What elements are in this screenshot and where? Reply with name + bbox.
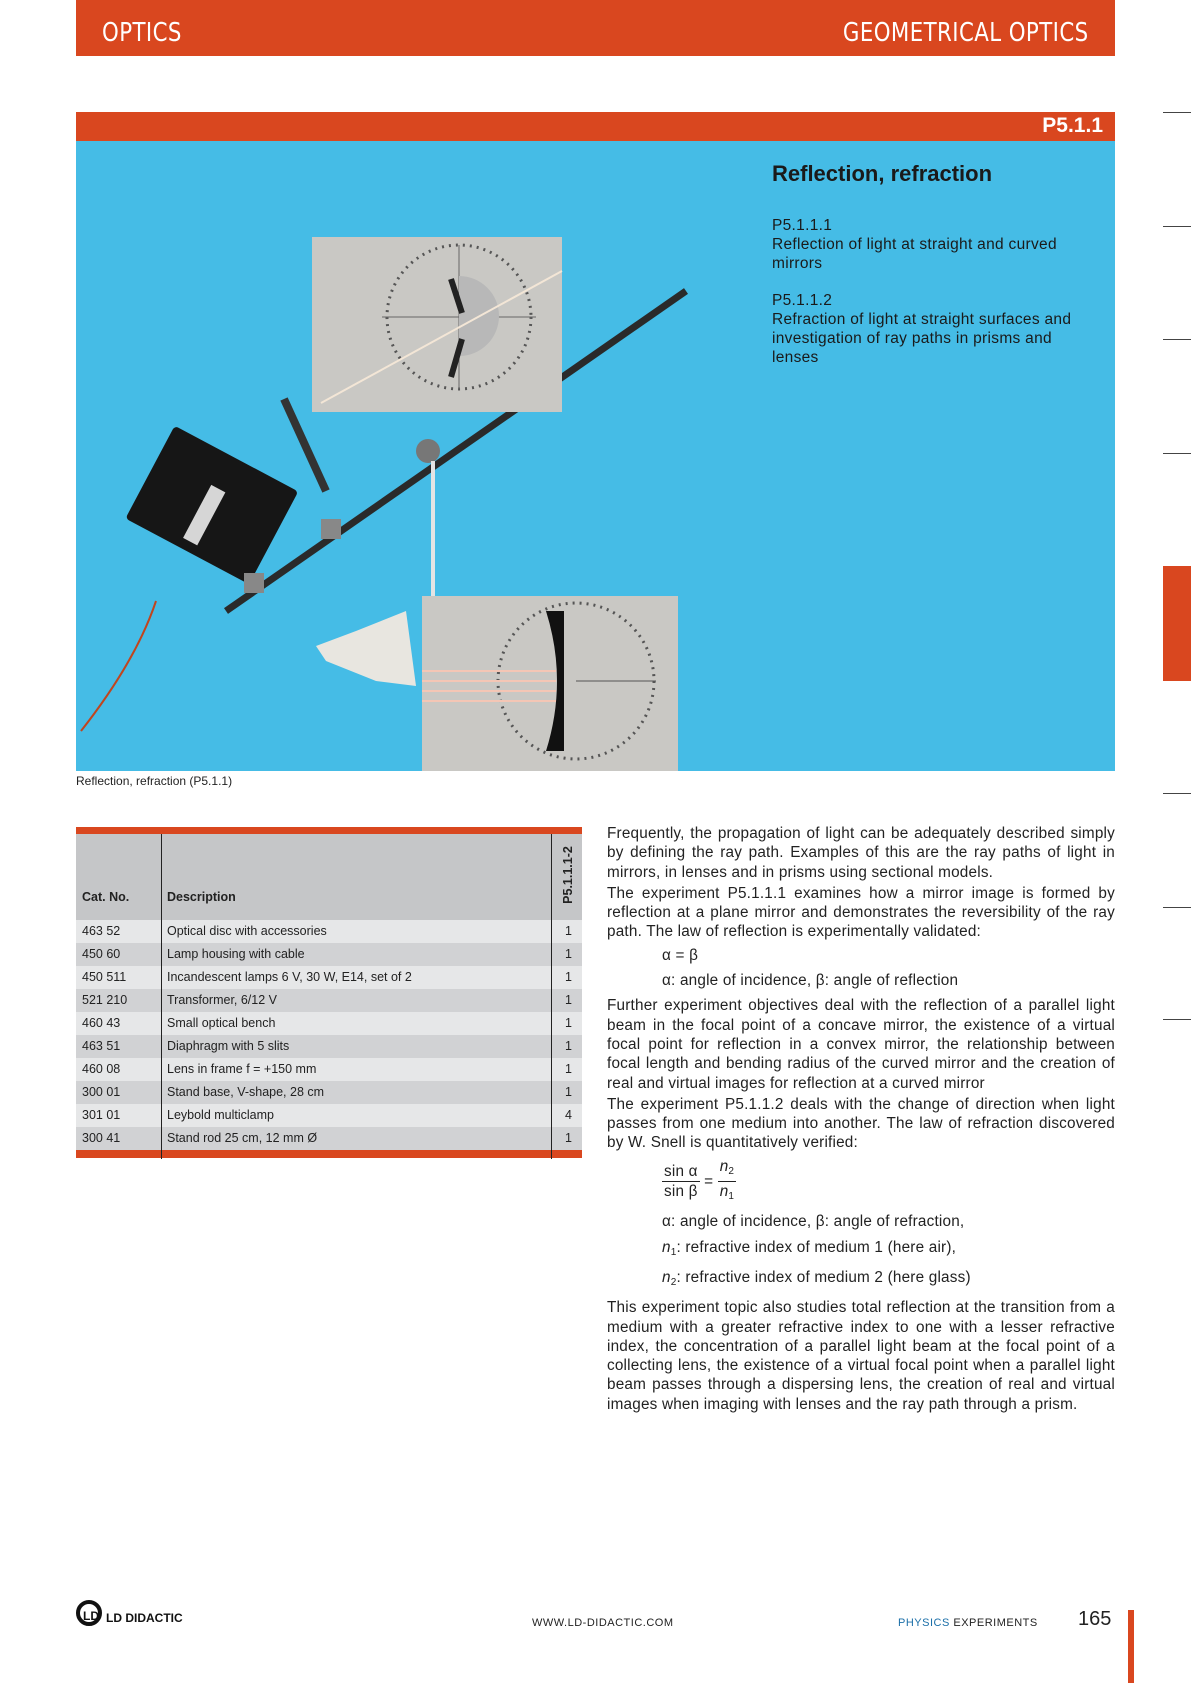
table-row <box>76 989 582 1012</box>
table-row <box>76 920 582 943</box>
experiment-description: Reflection of light at straight and curved mirrors <box>772 236 1057 272</box>
table-row <box>76 1058 582 1081</box>
thumb-index-active[interactable] <box>1163 566 1191 681</box>
multiclamp <box>244 573 264 593</box>
thumb-index-tick[interactable] <box>1163 1019 1191 1020</box>
photo-caption: Reflection, refraction (P5.1.1) <box>76 774 233 788</box>
experiment-code: P5.1.1.1 <box>772 217 833 234</box>
section-code: P5.1.1 <box>1042 114 1103 137</box>
cat-no-cell: 521 210 <box>82 993 128 1007</box>
section-code-bar <box>76 112 1115 141</box>
description-cell: Optical disc with accessories <box>167 924 327 938</box>
experiment-item <box>772 291 1092 367</box>
equation-legend: $n_2$: refractive index of medium 2 (here glass) <box>662 1268 971 1288</box>
equation-snell: $\frac{\text{sin α}}{\text{sin β}}$ = $\frac{n_2}{n_1}$ <box>607 1157 1115 1207</box>
description-cell: Lamp housing with cable <box>167 947 305 961</box>
table-row <box>76 1127 582 1150</box>
thumb-index-tick[interactable] <box>1163 112 1191 113</box>
fraction-sine: $\frac{\text{sin α}}{\text{sin β}}$ <box>664 1162 698 1201</box>
equipment-table <box>76 827 582 1158</box>
column-divider <box>551 834 552 1159</box>
description-cell: Stand base, V-shape, 28 cm <box>167 1085 325 1099</box>
thumb-index-tick[interactable] <box>1163 339 1191 340</box>
paragraph: Frequently, the propagation of light can be adequately described simply by defining the ray path. Examples of this are the ray paths of light in mirrors, in lenses and in prisms using sectional models. <box>607 825 1115 881</box>
description-cell: Lens in frame f = +150 mm <box>167 1062 317 1076</box>
multiclamp <box>416 439 440 463</box>
quantity-cell: 1 <box>565 1062 572 1076</box>
quantity-cell: 1 <box>565 1131 572 1145</box>
topic-title: Reflection, refraction <box>772 161 993 186</box>
experiment-code: P5.1.1.2 <box>772 292 833 309</box>
header-cat-no: Cat. No. <box>82 890 130 904</box>
table-bottom-rule <box>76 1150 582 1158</box>
column-divider <box>161 834 162 1159</box>
optical-disc-upper <box>312 237 562 412</box>
header-experiment: P5.1.1.1-2 <box>561 846 575 904</box>
description-cell: Transformer, 6/12 V <box>167 993 277 1007</box>
paragraph: The experiment P5.1.1.2 deals with the change of direction when light passes from one medium into another. The law of refraction discovered by W. Snell is quantitatively verified: <box>607 1095 1115 1152</box>
footer-category: PHYSICS EXPERIMENTS <box>898 1617 1038 1629</box>
logo-text: LD DIDACTIC <box>106 1611 183 1625</box>
cat-no-cell: 460 08 <box>82 1062 121 1076</box>
table-row <box>76 943 582 966</box>
equation-legend: α: angle of incidence, β: angle of reflection <box>662 972 959 990</box>
description-text <box>607 824 1115 1416</box>
description-cell: Leybold multiclamp <box>167 1108 274 1122</box>
website-link[interactable]: WWW.LD-DIDACTIC.COM <box>532 1617 674 1629</box>
cat-no-cell: 460 43 <box>82 1016 121 1030</box>
experiment-photo-panel <box>76 141 1115 771</box>
quantity-cell: 1 <box>565 970 572 984</box>
chapter-title: OPTICS <box>102 18 182 48</box>
cat-no-cell: 300 01 <box>82 1085 121 1099</box>
table-body <box>76 920 582 1150</box>
table-header <box>76 834 582 920</box>
thumb-index-tick[interactable] <box>1163 226 1191 227</box>
experiment-item <box>772 216 1092 273</box>
cat-no-cell: 301 01 <box>82 1108 121 1122</box>
cat-no-cell: 300 41 <box>82 1131 121 1145</box>
table-row <box>76 1012 582 1035</box>
lamp-housing <box>125 426 298 584</box>
description-cell: Stand rod 25 cm, 12 mm Ø <box>167 1131 318 1145</box>
thumb-index-tick[interactable] <box>1163 907 1191 908</box>
svg-text:LD: LD <box>83 1609 99 1623</box>
quantity-cell: 1 <box>565 924 572 938</box>
ld-didactic-logo <box>76 1598 196 1633</box>
quantity-cell: 1 <box>565 1085 572 1099</box>
fraction-index: $\frac{n_2}{n_1}$ <box>719 1157 735 1203</box>
cat-no-cell: 450 511 <box>82 970 127 984</box>
paragraph: The experiment P5.1.1.1 examines how a mirror image is formed by reflection at a plane mirror and demonstrates the reversibility of the ray path. The law of reflection is experimentally validated: <box>607 884 1115 941</box>
paragraph: This experiment topic also studies total reflection at the transition from a medium with a greater refractive index to one with a lesser refractive index, the concentration of a parallel light beam at the focal point of a collecting lens, the existence of a virtual focal point when a parallel light beam passes through a dispersing lens, the creation of real and virtual images when imaging with lenses and the ray path through a prism. <box>607 1299 1115 1413</box>
equation-legend: α: angle of incidence, β: angle of refraction, <box>662 1213 965 1231</box>
cat-no-cell: 463 52 <box>82 924 121 938</box>
experiment-description: Refraction of light at straight surfaces and investigation of ray paths in prisms and lenses <box>772 311 1072 366</box>
equation-legend: $n_1$: refractive index of medium 1 (here air), <box>662 1238 957 1258</box>
table-top-rule <box>76 827 582 834</box>
multiclamp <box>321 519 341 539</box>
quantity-cell: 1 <box>565 1016 572 1030</box>
lamp-cable <box>81 601 156 731</box>
table-row <box>76 1081 582 1104</box>
lens-in-frame <box>284 399 326 491</box>
quantity-cell: 4 <box>565 1108 572 1122</box>
footer-accent-bar <box>1128 1610 1134 1683</box>
header-description: Description <box>167 890 236 904</box>
section-title: GEOMETRICAL OPTICS <box>843 18 1089 48</box>
table-row <box>76 966 582 989</box>
quantity-cell: 1 <box>565 1039 572 1053</box>
quantity-cell: 1 <box>565 993 572 1007</box>
stand-base <box>316 611 416 686</box>
quantity-cell: 1 <box>565 947 572 961</box>
cat-no-cell: 450 60 <box>82 947 121 961</box>
equation-reflection: α = β <box>662 946 699 964</box>
paragraph: Further experiment objectives deal with the reflection of a parallel light beam in the focal point of a concave mirror, the existence of a virtual focal point for reflection in a convex mirror, the relationship between focal length and bending radius of the curved mirror and the creation of real and virtual images for reflection at a curved mirror <box>607 997 1115 1092</box>
description-cell: Small optical bench <box>167 1016 276 1030</box>
cat-no-cell: 463 51 <box>82 1039 121 1053</box>
description-cell: Incandescent lamps 6 V, 30 W, E14, set of 2 <box>167 970 412 984</box>
description-cell: Diaphragm with 5 slits <box>167 1039 290 1053</box>
table-row <box>76 1104 582 1127</box>
table-row <box>76 1035 582 1058</box>
page-number: 165 <box>1078 1608 1112 1630</box>
thumb-index-tick[interactable] <box>1163 453 1191 454</box>
chapter-header <box>76 0 1115 56</box>
thumb-index-tick[interactable] <box>1163 793 1191 794</box>
